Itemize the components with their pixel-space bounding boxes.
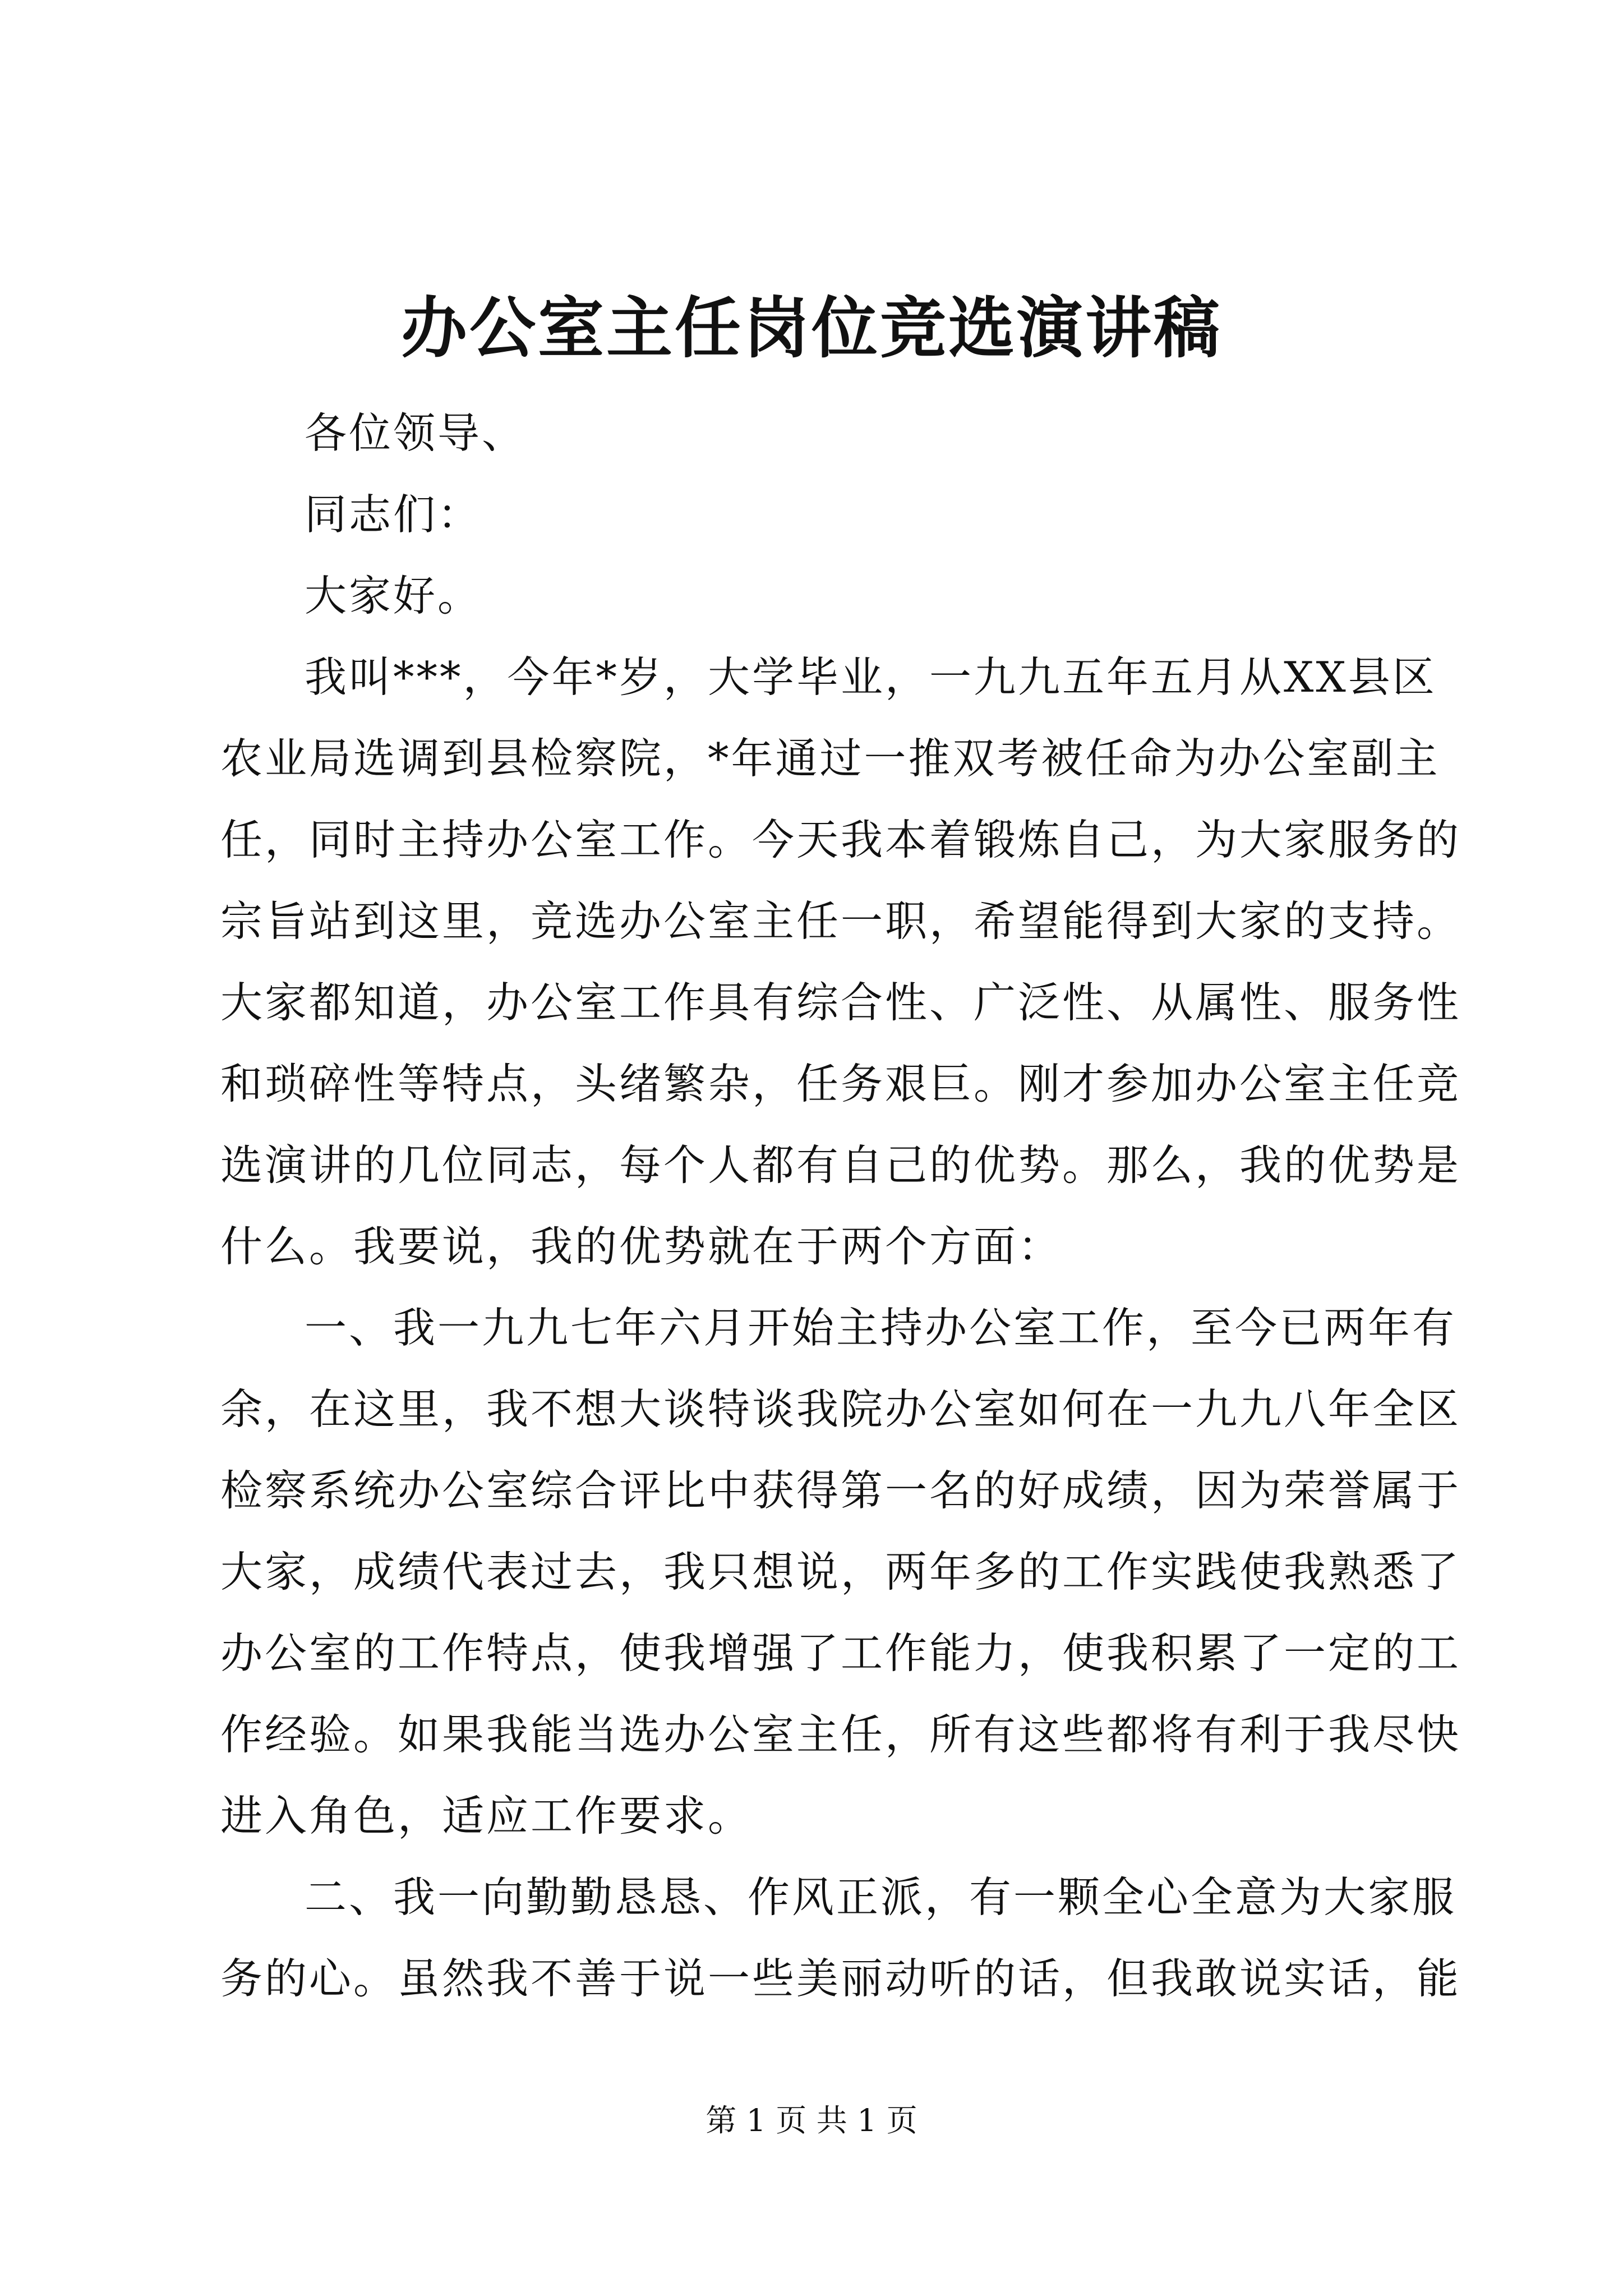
body-line: 农业局选调到县检察院，*年通过一推双考被任命为办公室副主 [220, 734, 1440, 783]
body-line: 务的心。虽然我不善于说一些美丽动听的话，但我敢说实话，能 [220, 1954, 1461, 2003]
body-line: 大家好。 [305, 571, 482, 620]
body-line: 和琐碎性等特点，头绪繁杂，任务艰巨。刚才参加办公室主任竞 [220, 1059, 1461, 1108]
body-line: 同志们： [305, 490, 482, 539]
body-line: 选演讲的几位同志，每个人都有自己的优势。那么，我的优势是 [220, 1140, 1461, 1190]
body-line: 作经验。如果我能当选办公室主任，所有这些都将有利于我尽快 [220, 1710, 1461, 1759]
body-line: 我叫***，今年*岁，大学毕业，一九九五年五月从XX县区 [305, 652, 1437, 702]
document-title: 办公室主任岗位竞选演讲稿 [400, 289, 1222, 367]
document-body [220, 393, 1461, 2019]
body-line: 二、我一向勤勤恳恳、作风正派，有一颗全心全意为大家服 [305, 1872, 1457, 1922]
body-line: 大家，成绩代表过去，我只想说，两年多的工作实践使我熟悉了 [220, 1547, 1461, 1596]
body-line: 一、我一九九七年六月开始主持办公室工作，至今已两年有 [305, 1303, 1457, 1352]
body-line: 任，同时主持办公室工作。今天我本着锻炼自己，为大家服务的 [220, 815, 1461, 864]
body-line: 大家都知道，办公室工作具有综合性、广泛性、从属性、服务性 [220, 978, 1461, 1027]
body-line: 宗旨站到这里，竞选办公室主任一职，希望能得到大家的支持。 [220, 896, 1461, 946]
page-footer: 第 1 页 共 1 页 [706, 2102, 917, 2138]
body-line: 办公室的工作特点，使我增强了工作能力，使我积累了一定的工 [220, 1628, 1461, 1678]
body-line: 进入角色，适应工作要求。 [220, 1791, 753, 1841]
body-line: 什么。我要说，我的优势就在于两个方面： [220, 1222, 1063, 1271]
body-line: 余，在这里，我不想大谈特谈我院办公室如何在一九九八年全区 [220, 1384, 1461, 1434]
body-line: 各位领导、 [305, 408, 527, 458]
body-line: 检察系统办公室综合评比中获得第一名的好成绩，因为荣誉属于 [220, 1466, 1461, 1515]
